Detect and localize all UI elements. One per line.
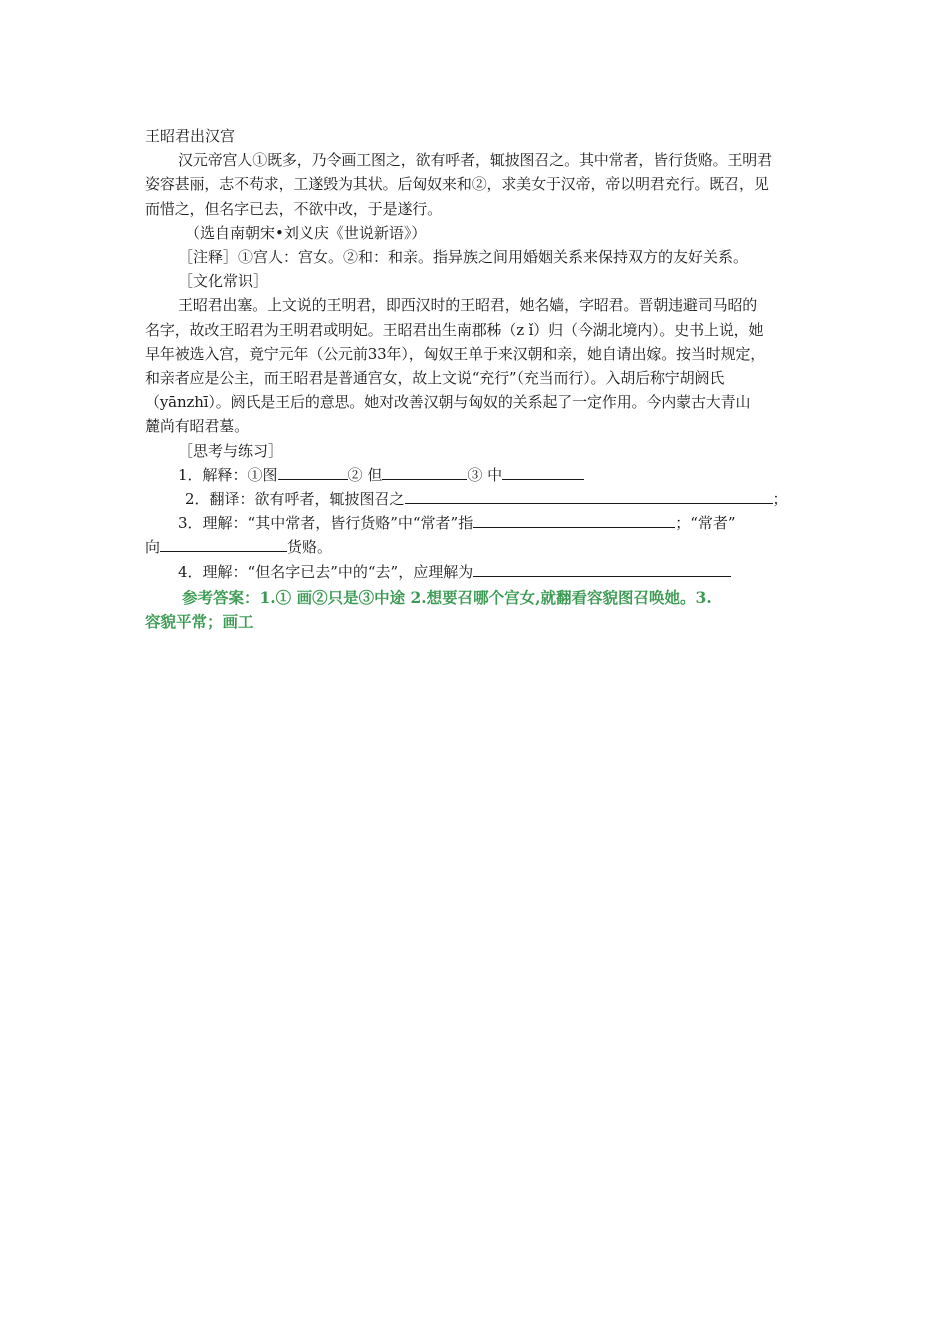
passage-line: 而惜之，但名字已去，不欲中改，于是遂行。	[145, 199, 443, 218]
culture-line: 和亲者应是公主，而王昭君是普通宫女，故上文说“充行”（充当而行）。入胡后称宁胡阏氏	[145, 369, 725, 388]
question-4-text: 4．理解：“但名字已去”中的“去”，应理解为	[178, 562, 474, 581]
passage	[145, 148, 810, 221]
answer-blank[interactable]	[502, 464, 584, 480]
culture-line: 麓尚有昭君墓。	[145, 417, 249, 436]
reference-answer-line: 容貌平常；画工	[145, 611, 254, 631]
culture-line: 王昭君出塞。上文说的王明君，即西汉时的王昭君，她名嫱，字昭君。晋朝违避司马昭的	[178, 296, 758, 315]
passage-line: 姿容甚丽，志不苟求，工遂毁为其状。后匈奴来和②，求美女于汉帝，帝以明君充行。既召，见	[145, 175, 769, 194]
question-1-prefix: 1．解释：①图	[178, 465, 278, 484]
question-2	[145, 487, 810, 511]
question-1	[145, 463, 810, 487]
reference-answer-line: 参考答案：1.① 画②只是③中途 2.想要召哪个宫女,就翻看容貌图召唤她。3.	[182, 587, 712, 607]
question-3-line1: 3．理解：“其中常者，皆行货赂”中“常者”指	[178, 514, 474, 533]
answer-blank[interactable]	[405, 488, 773, 504]
reference-answer	[145, 586, 810, 634]
question-1-mid1: ② 但	[347, 465, 383, 484]
notes: ［注释］①宫人：宫女。②和：和亲。指异族之间用婚姻关系来保持双方的友好关系。	[178, 248, 749, 267]
culture-line: 名字，故改王昭君为王明君或明妃。王昭君出生南郡秭（z ǐ）归（今湖北境内）。史书上说，她	[145, 320, 764, 339]
culture-line: 早年被选入宫，竟宁元年（公元前33年），匈奴王单于来汉朝和亲，她自请出嫁。按当时规定，	[145, 344, 766, 363]
answer-blank[interactable]	[473, 561, 731, 577]
answer-blank[interactable]	[278, 464, 348, 480]
question-3	[145, 511, 810, 535]
page-title: 王昭君出汉宫	[145, 127, 236, 145]
question-3-line2-prefix: 向	[145, 538, 161, 557]
answer-blank[interactable]	[382, 464, 467, 480]
culture-text	[145, 293, 810, 438]
question-4	[145, 560, 810, 584]
answer-blank[interactable]	[473, 512, 675, 528]
question-2-prefix: 2．翻译：欲有呼者，辄披图召之	[185, 490, 405, 509]
source-citation: （选自南朝宋•刘义庆《世说新语》）	[185, 223, 427, 242]
question-3-line1-suffix: ；“常者”	[675, 514, 736, 533]
exercise-heading: ［思考与练习］	[178, 441, 284, 460]
culture-line: （yānzhī）。阏氏是王后的意思。她对改善汉朝与匈奴的关系起了一定作用。今内蒙古大青山	[145, 393, 751, 412]
answer-blank[interactable]	[160, 536, 287, 552]
question-3-line2-suffix: 货赂。	[287, 538, 333, 557]
question-2-suffix: ；	[772, 490, 788, 509]
question-1-mid2: ③ 中	[467, 465, 503, 484]
culture-heading: ［文化常识］	[178, 272, 269, 291]
document-page	[145, 124, 810, 634]
passage-line: 汉元帝宫人①既多，乃令画工图之，欲有呼者，辄披图召之。其中常者，皆行货赂。王明君	[178, 151, 773, 170]
question-3-cont	[145, 535, 810, 559]
